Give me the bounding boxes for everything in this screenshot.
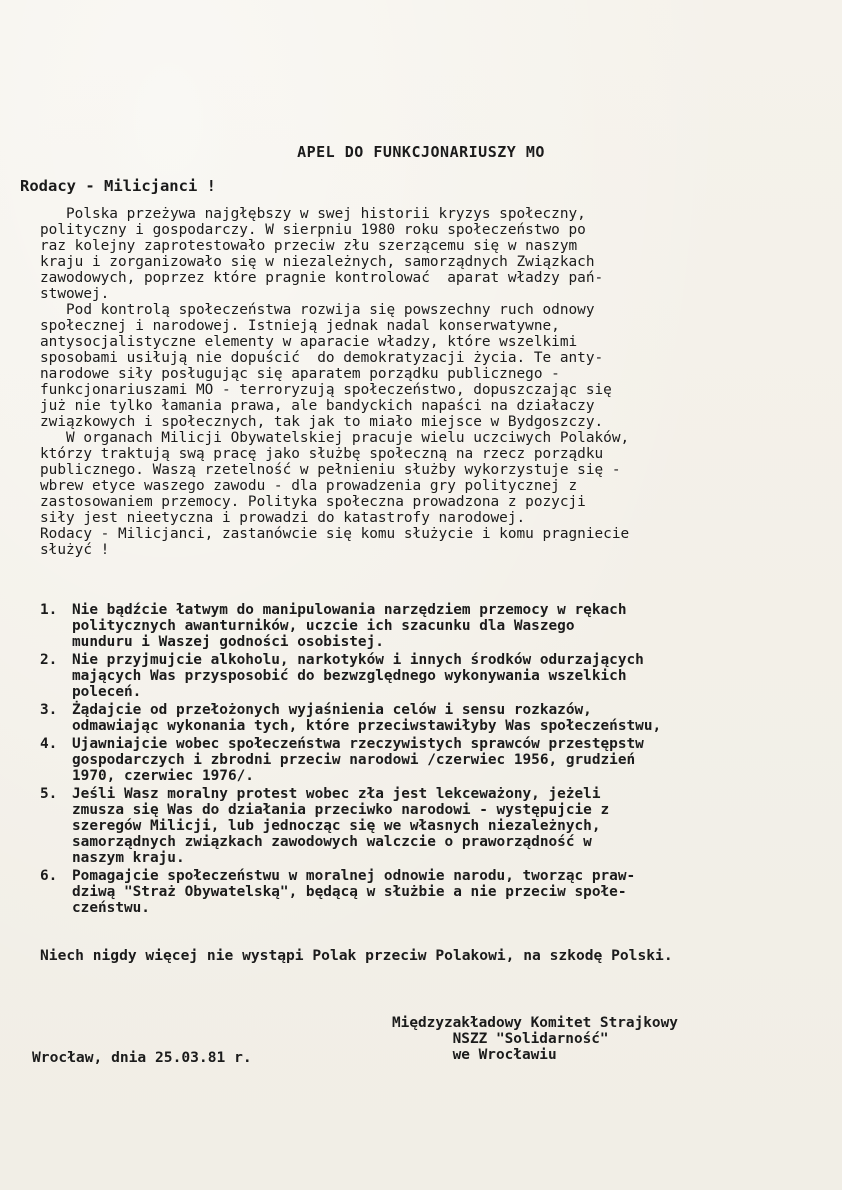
list-item-number: 4. — [40, 736, 58, 752]
list-item — [40, 702, 760, 734]
text-line: służyć ! — [40, 542, 110, 558]
list-item — [40, 602, 760, 650]
text-line: W organach Milicji Obywatelskiej pracuje wielu uczciwych Polaków, — [40, 430, 630, 446]
list-item — [40, 786, 760, 866]
list-item-text: munduru i Waszej godności osobistej. — [72, 634, 384, 650]
list-item — [40, 652, 760, 700]
list-item-text: naszym kraju. — [72, 850, 185, 866]
body-text — [40, 206, 740, 558]
place-and-date: Wrocław, dnia 25.03.81 r. — [32, 1049, 252, 1066]
text-line: związkowych i społecznych, tak jak to miało miejsce w Bydgoszczy. — [40, 414, 604, 430]
demands-list — [40, 602, 760, 918]
text-line: Rodacy - Milicjanci, zastanówcie się komu służycie i komu pragniecie — [40, 526, 630, 542]
text-line: raz kolejny zaprotestowało przeciw złu szerzącemu się w naszym — [40, 238, 578, 254]
text-line: którzy traktują swą pracę jako służbę społeczną na rzecz porządku — [40, 446, 604, 462]
text-line: już nie tylko łamania prawa, ale bandyckich napaści na działaczy — [40, 398, 595, 414]
text-line: antysocjalistyczne elementy w aparacie władzy, które wszelkimi — [40, 334, 578, 350]
list-item-text: Pomagajcie społeczeństwu w moralnej odnowie narodu, tworząc praw- — [72, 868, 636, 884]
list-item-number: 1. — [40, 602, 58, 618]
list-item-text: 1970, czerwiec 1976/. — [72, 768, 254, 784]
text-line: wbrew etyce waszego zawodu - dla prowadzenia gry politycznej z — [40, 478, 578, 494]
list-item-text: Nie przyjmujcie alkoholu, narkotyków i innych środków odurzających — [72, 652, 644, 668]
signature-block — [392, 1015, 678, 1063]
list-item — [40, 736, 760, 784]
text-line: zastosowaniem przemocy. Polityka społeczna prowadzona z pozycji — [40, 494, 586, 510]
list-item-text: Jeśli Wasz moralny protest wobec zła jest lekceważony, jeżeli — [72, 786, 601, 802]
list-item-text: szeregów Milicji, lub jednocząc się we własnych niezależnych, — [72, 818, 601, 834]
text-line: publicznego. Waszą rzetelność w pełnieniu służby wykorzystuje się - — [40, 462, 621, 478]
list-item-text: mających Was przysposobić do bezwzględnego wykonywania wszelkich — [72, 668, 627, 684]
body-paragraph — [40, 302, 740, 430]
document-title: APEL DO FUNKCJONARIUSZY MO — [297, 143, 545, 161]
text-line: funkcjonariuszami MO - terroryzują społeczeństwo, dopuszczając się — [40, 382, 612, 398]
text-line: siły jest nieetyczna i prowadzi do katastrofy narodowej. — [40, 510, 526, 526]
text-line: kraju i zorganizowało się w niezależnych, samorządnych Związkach — [40, 254, 595, 270]
text-line: Pod kontrolą społeczeństwa rozwija się powszechny ruch odnowy — [40, 302, 595, 318]
signature-line: we Wrocławiu — [392, 1047, 557, 1063]
list-item-text: zmusza się Was do działania przeciwko narodowi - występujcie z — [72, 802, 610, 818]
list-item-text: politycznych awanturników, uczcie ich szacunku dla Waszego — [72, 618, 575, 634]
body-paragraph — [40, 206, 740, 302]
text-line: narodowe siły posługując się aparatem porządku publicznego - — [40, 366, 560, 382]
list-item-text: Nie bądźcie łatwym do manipulowania narzędziem przemocy w rękach — [72, 602, 627, 618]
text-line: Polska przeżywa najgłębszy w swej historii kryzys społeczny, — [40, 206, 586, 222]
body-paragraph — [40, 430, 740, 558]
text-line: społecznej i narodowej. Istnieją jednak nadal konserwatywne, — [40, 318, 560, 334]
signature-line: Międzyzakładowy Komitet Strajkowy — [392, 1015, 678, 1031]
signature-line: NSZZ "Solidarność" — [392, 1031, 609, 1047]
list-item-number: 3. — [40, 702, 58, 718]
list-item-number: 6. — [40, 868, 58, 884]
list-item-text: Ujawniajcie wobec społeczeństwa rzeczywistych sprawców przestępstw — [72, 736, 644, 752]
text-line: sposobami usiłują nie dopuścić do demokratyzacji życia. Te anty- — [40, 350, 604, 366]
text-line: zawodowych, poprzez które pragnie kontrolować aparat władzy pań- — [40, 270, 604, 286]
closing-statement: Niech nigdy więcej nie wystąpi Polak przeciw Polakowi, na szkodę Polski. — [40, 947, 673, 964]
list-item-text: samorządnych związkach zawodowych walczcie o praworządność w — [72, 834, 592, 850]
list-item-text: poleceń. — [72, 684, 142, 700]
list-item — [40, 868, 760, 916]
list-item-number: 5. — [40, 786, 58, 802]
list-item-text: czeństwu. — [72, 900, 150, 916]
list-item-text: dziwą "Straż Obywatelską", będącą w służbie a nie przeciw społe- — [72, 884, 627, 900]
list-item-text: odmawiając wykonania tych, które przeciwstawiłyby Was społeczeństwu, — [72, 718, 662, 734]
salutation: Rodacy - Milicjanci ! — [20, 177, 216, 195]
text-line: polityczny i gospodarczy. W sierpniu 1980 roku społeczeństwo po — [40, 222, 586, 238]
list-item-text: Żądajcie od przełożonych wyjaśnienia celów i sensu rozkazów, — [72, 702, 592, 718]
list-item-number: 2. — [40, 652, 58, 668]
text-line: stwowej. — [40, 286, 110, 302]
list-item-text: gospodarczych i zbrodni przeciw narodowi /czerwiec 1956, grudzień — [72, 752, 636, 768]
